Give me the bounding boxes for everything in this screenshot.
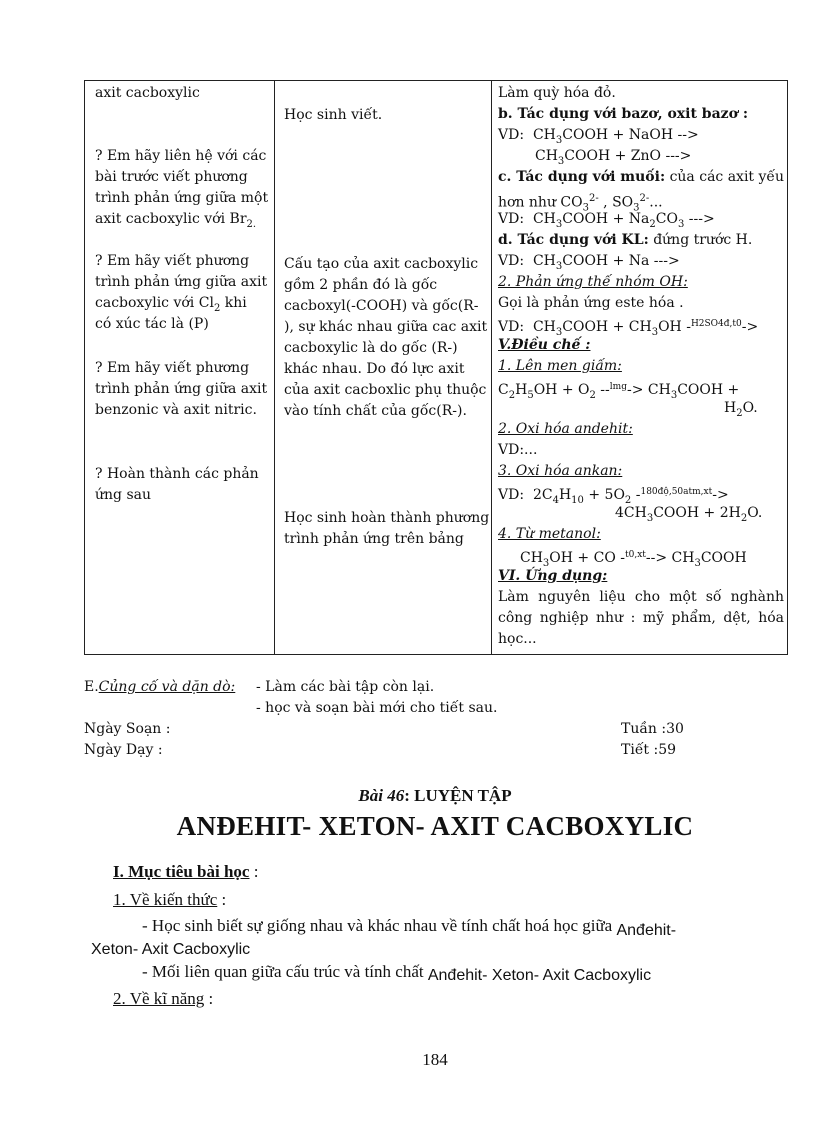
equation-naoh: VD: $CH_3COOH$ + NaOH -->	[498, 127, 699, 146]
subsection-alkane-oxidation: 3. Oxi hóa ankan:	[498, 463, 623, 479]
page-number: 184	[422, 1050, 448, 1069]
content-block: Làm quỳ hóa đỏ. b. Tác dụng với bazơ, oxit bazơ : VD: $CH_3COOH$ + NaOH --> $CH_3COOH$ + ZnO ---> c. Tác dụng với muối: của các axit yếu hơn như $CO_3^{2-}$ , $SO_3^{2-}$... VD: $CH_3COOH + Na_2CO_3$ ---> d. Tác dụng với KL: đứng trước H. VD: $CH_3COOH + Na$ ---> 2. Phản ứng thế nhóm OH: Gọi là phản ứng este hóa . VD: $CH_3COOH + CH_3OH$ -$^{H2SO4đ,t0}$-> V.Điều chế : 1. Lên men giấm: $C_2H_5OH + O_2$ $--^{lmg}-> CH_3COOH$ + $H_2O$. 2. Oxi hóa andehit: VD:... 3. Oxi hóa ankan: VD: $2C_4H_{10} + 5O_2$ -$^{180độ,50atm,xt}$-> $4CH_3COOH + 2H_2O$. 4. Từ metanol: $CH_3OH$ + CO $-^{t0,xt}--> CH_3COOH$ VI. Ứng dụng: Làm nguyên liệu cho một số nghành công nghiệp như : mỹ phẩm, dệt, hóa học...	[498, 85, 785, 647]
consolidation-item-1: - Làm các bài tập còn lại.	[256, 679, 435, 695]
student-answer-1: Học sinh viết.	[284, 107, 383, 123]
student-answer-structure: Cấu tạo của axit cacboxylic gồm 2 phần đó là gốc cacboxyl(-COOH) và gốc(R- ), sự khác nhau giữa cac axit cacboxylic là do gốc (R-) khác nhau. Do đó lực axit của axit cacboxlic phụ thuộc vào tính chất của gốc(R-).	[284, 256, 488, 419]
equation-methanol: $CH_3OH$ + CO $-^{t0,xt}--> CH_3COOH$	[520, 550, 747, 569]
question-bromine: ? Em hãy liên hệ với các bài trước viết phương trình phản ứng giữa một axit cacboxylic với $Br_{2.}$	[95, 148, 269, 230]
subsection-aldehyde-oxidation: 2. Oxi hóa andehit:	[498, 421, 633, 437]
tiet: Tiết :59	[621, 742, 677, 758]
question-chlorine: ? Em hãy viết phương trình phản ứng giữa axit cacboxylic với $Cl_2$ khi có xúc tác là (P)	[95, 253, 268, 332]
equation-na: VD: $CH_3COOH + Na$ --->	[498, 253, 680, 272]
ngay-day: Ngày Dạy :	[84, 742, 163, 758]
teacher-activity-column	[85, 81, 275, 654]
knowledge-heading: 1. Về kiến thức :	[113, 890, 227, 909]
section-salt-reaction: c. Tác dụng với muối:	[498, 169, 666, 185]
section-applications: VI. Ứng dụng:	[498, 568, 608, 584]
lesson-title: ANĐEHIT- XETON- AXIT CACBOXYLIC	[176, 811, 694, 841]
knowledge-item-1: - Học sinh biết sự giống nhau và khác nhau về tính chất hoá học giữa Anđehit-	[142, 916, 677, 939]
question-complete-reactions: ? Hoàn thành các phản ứng sau	[95, 466, 259, 503]
equation-alkane: VD: $2C_4H_{10} + 5O_2$ -$^{180độ,50atm,xt}$->	[498, 487, 729, 506]
section-base-reaction: b. Tác dụng với bazơ, oxit bazơ :	[498, 106, 748, 122]
equation-zno: $CH_3COOH$ + ZnO --->	[535, 148, 692, 167]
student-answer-complete: Học sinh hoàn thành phương trình phản ứng trên bảng	[284, 510, 490, 547]
col1-intro: axit cacboxylic	[95, 85, 200, 101]
equation-fermentation-product: $H_2O$.	[724, 400, 758, 419]
anions-line: hơn như $CO_3^{2-}$ , $SO_3^{2-}$...	[498, 193, 663, 214]
lesson-number: Bài 46: LUYỆN TẬP	[358, 786, 512, 805]
equation-na2co3: VD: $CH_3COOH + Na_2CO_3$ --->	[498, 211, 715, 230]
student-activity-column	[275, 81, 492, 654]
equation-alkane-product: $4CH_3COOH + 2H_2O$.	[615, 505, 763, 524]
section-preparation: V.Điều chế :	[498, 337, 591, 353]
skills-heading: 2. Về kĩ năng :	[113, 989, 214, 1008]
content-column	[492, 81, 789, 654]
lesson-table	[84, 80, 788, 655]
consolidation-item-2: - học và soạn bài mới cho tiết sau.	[256, 700, 498, 716]
subsection-fermentation: 1. Lên men giấm:	[498, 358, 622, 374]
knowledge-item-2: - Mối liên quan giữa cấu trúc và tính chất Anđehit- Xeton- Axit Cacboxylic	[142, 962, 652, 984]
section-metal-reaction: d. Tác dụng với KL:	[498, 232, 649, 248]
equation-fermentation: $C_2H_5OH + O_2$ $--^{lmg}-> CH_3COOH$ +	[498, 382, 740, 401]
objectives-heading: I. Mục tiêu bài học :	[113, 862, 259, 881]
ngay-soan: Ngày Soạn :	[84, 721, 171, 737]
subsection-methanol: 4. Từ metanol:	[498, 526, 601, 542]
equation-esterification: VD: $CH_3COOH + CH_3OH$ -$^{H2SO4đ,t0}$->	[498, 319, 759, 338]
knowledge-item-1-cont: Xeton- Axit Cacboxylic	[91, 941, 251, 958]
section-oh-substitution: 2. Phản ứng thế nhóm OH:	[498, 274, 688, 290]
question-nitric: ? Em hãy viết phương trình phản ứng giữa axit benzonic và axit nitric.	[95, 360, 268, 418]
consolidation-heading: E.Củng cố và dặn dò:	[84, 679, 236, 695]
tuan: Tuần :30	[621, 721, 684, 737]
